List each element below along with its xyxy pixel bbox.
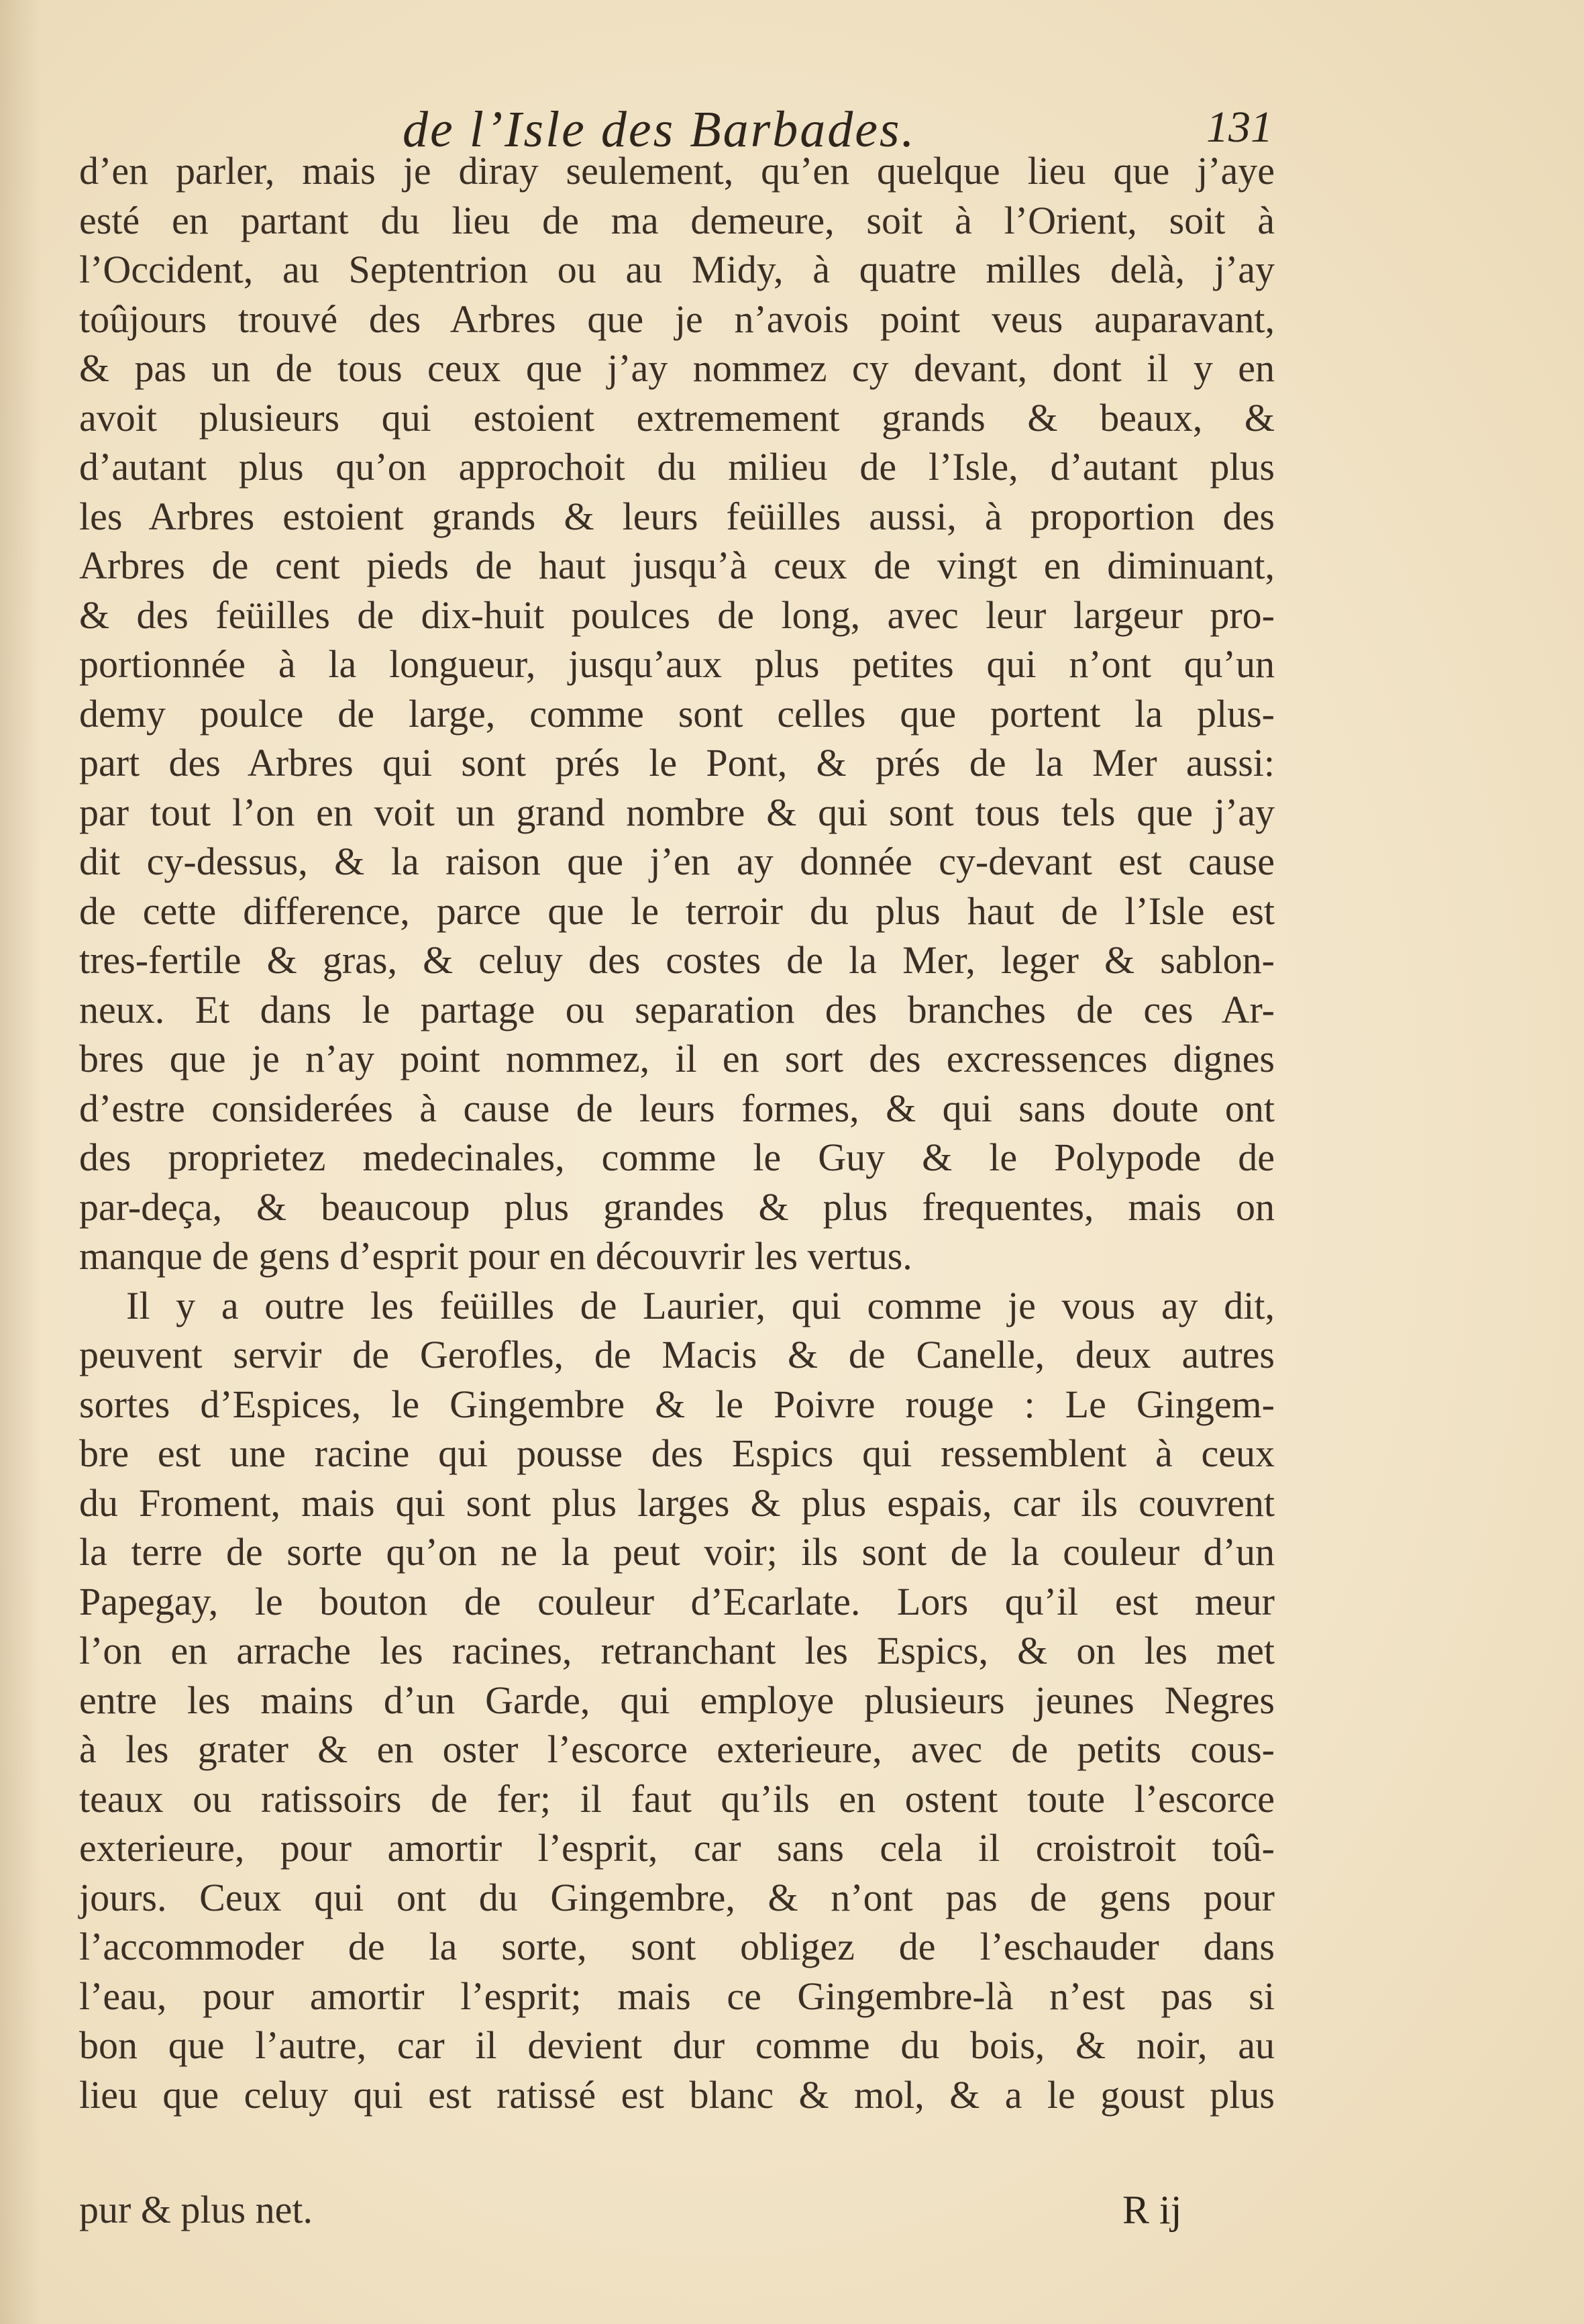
text-line: l’accommoder de la sorte, sont obligez de l’eschauder dans (79, 1925, 1275, 1968)
text-line: l’eau, pour amortir l’esprit; mais ce Gingembre-là n’est pas si (79, 1974, 1275, 2018)
text-line: toûjours trouvé des Arbres que je n’avois point veus auparavant, (79, 297, 1275, 341)
text-line: entre les mains d’un Garde, qui employe plusieurs jeunes Negres (79, 1678, 1275, 1722)
text-line: Il y a outre les feüilles de Laurier, qui comme je vous ay dit, (126, 1283, 1275, 1327)
text-line: l’Occident, au Septentrion ou au Midy, à quatre milles delà, j’ay (79, 248, 1275, 291)
text-line: pur & plus net. (79, 2188, 313, 2231)
text-block (79, 146, 1275, 2119)
text-line: neux. Et dans le partage ou separation des branches de ces Ar- (79, 987, 1275, 1031)
text-line: & pas un de tous ceux que j’ay nommez cy devant, dont il y en (79, 346, 1275, 390)
text-line: bres que je n’ay point nommez, il en sort des excressences dignes (79, 1037, 1275, 1080)
text-line: l’on en arrache les racines, retranchant les Espics, & on les met (79, 1629, 1275, 1672)
text-line: bre est une racine qui pousse des Espics qui ressemblent à ceux (79, 1431, 1275, 1475)
text-line: Arbres de cent pieds de haut jusqu’à ceux de vingt en diminuant, (79, 544, 1275, 587)
text-line: bon que l’autre, car il devient dur comme du bois, & noir, au (79, 2023, 1275, 2067)
text-line: manque de gens d’esprit pour en découvrir les vertus. (79, 1234, 912, 1278)
text-line: du Froment, mais qui sont plus larges & plus espais, car ils couvrent (79, 1480, 1275, 1525)
text-line: tres-fertile & gras, & celuy des costes de la Mer, leger & sablon- (79, 938, 1275, 982)
running-title: de l’Isle des Barbades. (403, 101, 916, 158)
text-line: des proprietez medecinales, comme le Guy & le Polypode de (79, 1135, 1275, 1179)
text-line: la terre de sorte qu’on ne la peut voir; ils sont de la couleur d’un (79, 1530, 1275, 1574)
text-line: teaux ou ratissoirs de fer; il faut qu’ils en ostent toute l’escorce (79, 1776, 1275, 1821)
text-line: esté en partant du lieu de ma demeure, soit à l’Orient, soit à (79, 198, 1275, 242)
text-line: par tout l’on en voit un grand nombre & qui sont tous tels que j’ay (79, 790, 1275, 834)
text-line: exterieure, pour amortir l’esprit, car sans cela il croistroit toû- (79, 1826, 1275, 1870)
text-line: d’en parler, mais je diray seulement, qu’en quelque lieu que j’aye (79, 149, 1275, 193)
text-line: jours. Ceux qui ont du Gingembre, & n’ont pas de gens pour (79, 1875, 1275, 1919)
text-line: à les grater & en oster l’escorce exterieure, avec de petits cous- (79, 1727, 1275, 1771)
text-line: dit cy-dessus, & la raison que j’en ay donnée cy-devant est cause (79, 840, 1275, 883)
text-line: de cette difference, parce que le terroir du plus haut de l’Isle est (79, 889, 1275, 933)
text-line: & des feüilles de dix-huit poulces de long, avec leur largeur pro- (79, 593, 1275, 637)
text-line: d’estre considerées à cause de leurs formes, & qui sans doute ont (79, 1086, 1275, 1130)
text-line: demy poulce de large, comme sont celles que portent la plus- (79, 691, 1275, 736)
signature-mark: R ij (1122, 2188, 1182, 2232)
text-line: par-deça, & beaucoup plus grandes & plus frequentes, mais on (79, 1184, 1275, 1229)
text-line: part des Arbres qui sont prés le Pont, & prés de la Mer aussi: (79, 741, 1275, 785)
text-line: les Arbres estoient grands & leurs feüilles aussi, à proportion des (79, 494, 1275, 538)
page-number: 131 (1206, 103, 1273, 152)
text-line: peuvent servir de Gerofles, de Macis & de Canelle, deux autres (79, 1333, 1275, 1376)
text-line: Papegay, le bouton de couleur d’Ecarlate. Lors qu’il est meur (79, 1579, 1275, 1623)
text-line: sortes d’Espices, le Gingembre & le Poivre rouge : Le Gingem- (79, 1382, 1275, 1426)
text-line: portionnée à la longueur, jusqu’aux plus petites qui n’ont qu’un (79, 642, 1275, 686)
page-footer (79, 2185, 1275, 2235)
text-line: d’autant plus qu’on approchoit du milieu de l’Isle, d’autant plus (79, 445, 1275, 489)
text-line: avoit plusieurs qui estoient extremement grands & beaux, & (79, 395, 1275, 440)
text-line: lieu que celuy qui est ratissé est blanc & mol, & a le goust plus (79, 2072, 1275, 2117)
